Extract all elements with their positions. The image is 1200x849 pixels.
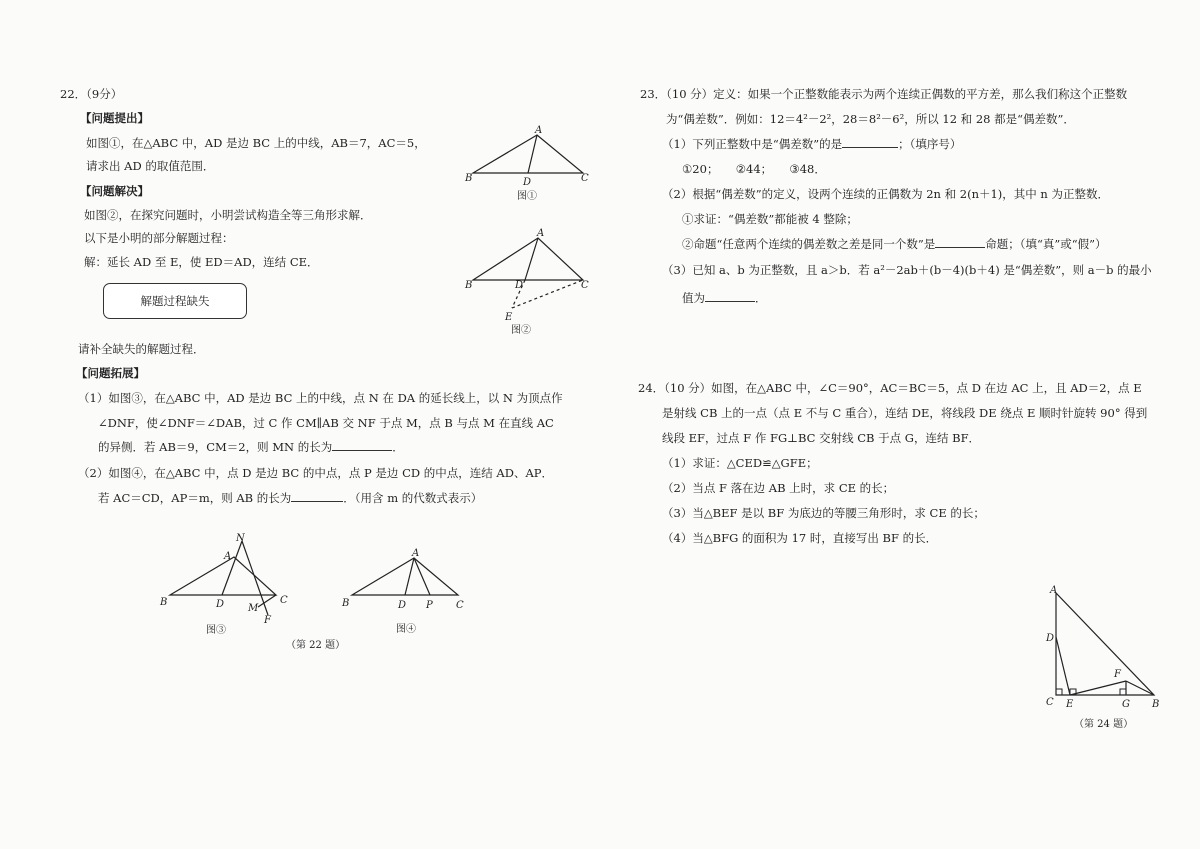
q23-part1: （1）下列正整数中是“偶差数”的是 ；（填序号） <box>662 137 962 151</box>
svg-text:C: C <box>1046 697 1054 708</box>
svg-text:E: E <box>505 312 513 323</box>
q22-part2: （2）如图④，在△ABC 中，点 D 是边 BC 的中点，点 P 是边 CD 的中点，连结 AD、AP． <box>78 466 553 480</box>
q23-part3: 值为 ． <box>682 291 767 305</box>
svg-text:A: A <box>224 551 232 562</box>
answer-blank <box>935 247 985 248</box>
q22-line: 如图①，在△ABC 中，AD 是边 BC 上的中线，AB＝7，AC＝5， <box>86 136 426 150</box>
q23-line: 23．（10 分）定义：如果一个正整数能表示为两个连续正偶数的平方差，那么我们称这个正整数 <box>640 87 1128 101</box>
svg-text:B: B <box>342 598 350 609</box>
svg-text:A: A <box>535 125 543 136</box>
q22-line: 请补全缺失的解题过程． <box>78 342 205 356</box>
q22-header: 22．（9分） <box>60 87 123 101</box>
q24-part2: （2）当点 F 落在边 AB 上时，求 CE 的长； <box>662 481 895 495</box>
q22-line: 解：延长 AD 至 E，使 ED＝AD，连结 CE． <box>84 255 319 269</box>
figure-4-caption: 图④ <box>396 624 416 635</box>
svg-text:M: M <box>248 603 259 614</box>
q24-line: 线段 EF，过点 F 作 FG⊥BC 交射线 CB 于点 G，连结 BF． <box>662 431 981 445</box>
q22-part1: （1）如图③，在△ABC 中，AD 是边 BC 上的中线，点 N 在 DA 的延长线上，以 N 为顶点作 <box>78 391 563 405</box>
q22-section-problem: 【问题提出】 <box>80 111 149 125</box>
figure-1-caption: 图① <box>517 191 537 202</box>
answer-blank <box>332 450 392 451</box>
figure-2-caption: 图② <box>511 325 531 336</box>
q22-section-solve: 【问题解决】 <box>80 184 149 198</box>
svg-text:D: D <box>398 600 407 611</box>
svg-text:D: D <box>216 599 225 610</box>
svg-text:B: B <box>465 173 473 184</box>
q22-line: 如图②，在探究问题时，小明尝试构造全等三角形求解． <box>84 208 372 222</box>
q23-line: 为“偶差数”．例如：12＝4²－2²，28＝8²－6²，所以 12 和 28 都是“偶差数”． <box>666 112 1075 126</box>
svg-text:F: F <box>264 615 271 626</box>
q22-part1: ∠DNF，使∠DNF＝∠DAB，过 C 作 CM∥AB 交 NF 于点 M，点 B 与点 M 在直线 AC <box>98 416 554 430</box>
answer-blank <box>705 301 755 302</box>
q24-line: 24．（10 分）如图，在△ABC 中，∠C＝90°，AC＝BC＝5，点 D 在边 AC 上，且 AD＝2，点 E <box>638 381 1142 395</box>
answer-blank <box>291 501 343 502</box>
q22-section-extend: 【问题拓展】 <box>76 366 145 380</box>
q22-line: 以下是小明的部分解题过程： <box>84 231 234 245</box>
figure-2 <box>465 230 595 343</box>
svg-text:P: P <box>426 600 433 611</box>
q24-part4: （4）当△BFG 的面积为 17 时，直接写出 BF 的长． <box>662 531 938 545</box>
q22-part1: 的异侧．若 AB＝9，CM＝2，则 MN 的长为 ． <box>98 440 404 454</box>
figure-4 <box>340 548 480 635</box>
svg-text:A: A <box>412 548 420 559</box>
q23-part2: （2）根据“偶差数”的定义，设两个连续的正偶数为 2n 和 2(n＋1)，其中 n 为正整数． <box>662 187 1109 201</box>
q22-line: 请求出 AD 的取值范围． <box>86 159 215 173</box>
svg-text:D: D <box>515 280 524 291</box>
q24-part3: （3）当△BEF 是以 BF 为底边的等腰三角形时，求 CE 的长； <box>662 506 985 520</box>
svg-text:N: N <box>236 533 245 544</box>
svg-text:B: B <box>465 280 473 291</box>
svg-text:C: C <box>280 595 288 606</box>
q23-part3: （3）已知 a、b 为正整数，且 a＞b．若 a²－2ab＋(b－4)(b＋4) 是“偶差数”，则 a－b 的最小 <box>662 263 1152 277</box>
svg-text:C: C <box>456 600 464 611</box>
q24-figure <box>1040 585 1170 730</box>
answer-blank <box>842 147 898 148</box>
q23-options: ①20； ②44； ③48． <box>682 162 826 176</box>
svg-text:F: F <box>1114 669 1121 680</box>
q22-caption: （第 22 题） <box>286 640 346 651</box>
svg-text:D: D <box>523 177 532 188</box>
q23-part2-sub2: ②命题“任意两个连续的偶差数之差是同一个数”是 命题；（填“真”或“假”） <box>682 237 1107 251</box>
svg-text:A: A <box>1050 585 1058 596</box>
svg-text:E: E <box>1066 699 1074 710</box>
q24-caption: （第 24 题） <box>1074 719 1134 730</box>
svg-text:A: A <box>537 228 545 239</box>
svg-text:G: G <box>1122 699 1130 710</box>
figure-3-caption: 图③ <box>206 625 226 636</box>
q24-part1: （1）求证：△CED≌△GFE； <box>662 456 818 470</box>
figure-1 <box>465 125 595 208</box>
svg-text:D: D <box>1046 633 1055 644</box>
svg-text:B: B <box>1152 699 1160 710</box>
q22-part2: 若 AC＝CD，AP＝m，则 AB 的长为 ．（用含 m 的代数式表示） <box>98 491 483 505</box>
figure-3 <box>160 533 300 636</box>
q24-line: 是射线 CB 上的一点（点 E 不与 C 重合），连结 DE，将线段 DE 绕点 E 顺时针旋转 90° 得到 <box>662 406 1148 420</box>
svg-text:C: C <box>581 173 589 184</box>
q23-part2-sub1: ①求证：“偶差数”都能被 4 整除； <box>682 212 858 226</box>
svg-text:B: B <box>160 597 168 608</box>
missing-solution-box: 解题过程缺失 <box>103 283 247 319</box>
svg-text:C: C <box>581 280 589 291</box>
